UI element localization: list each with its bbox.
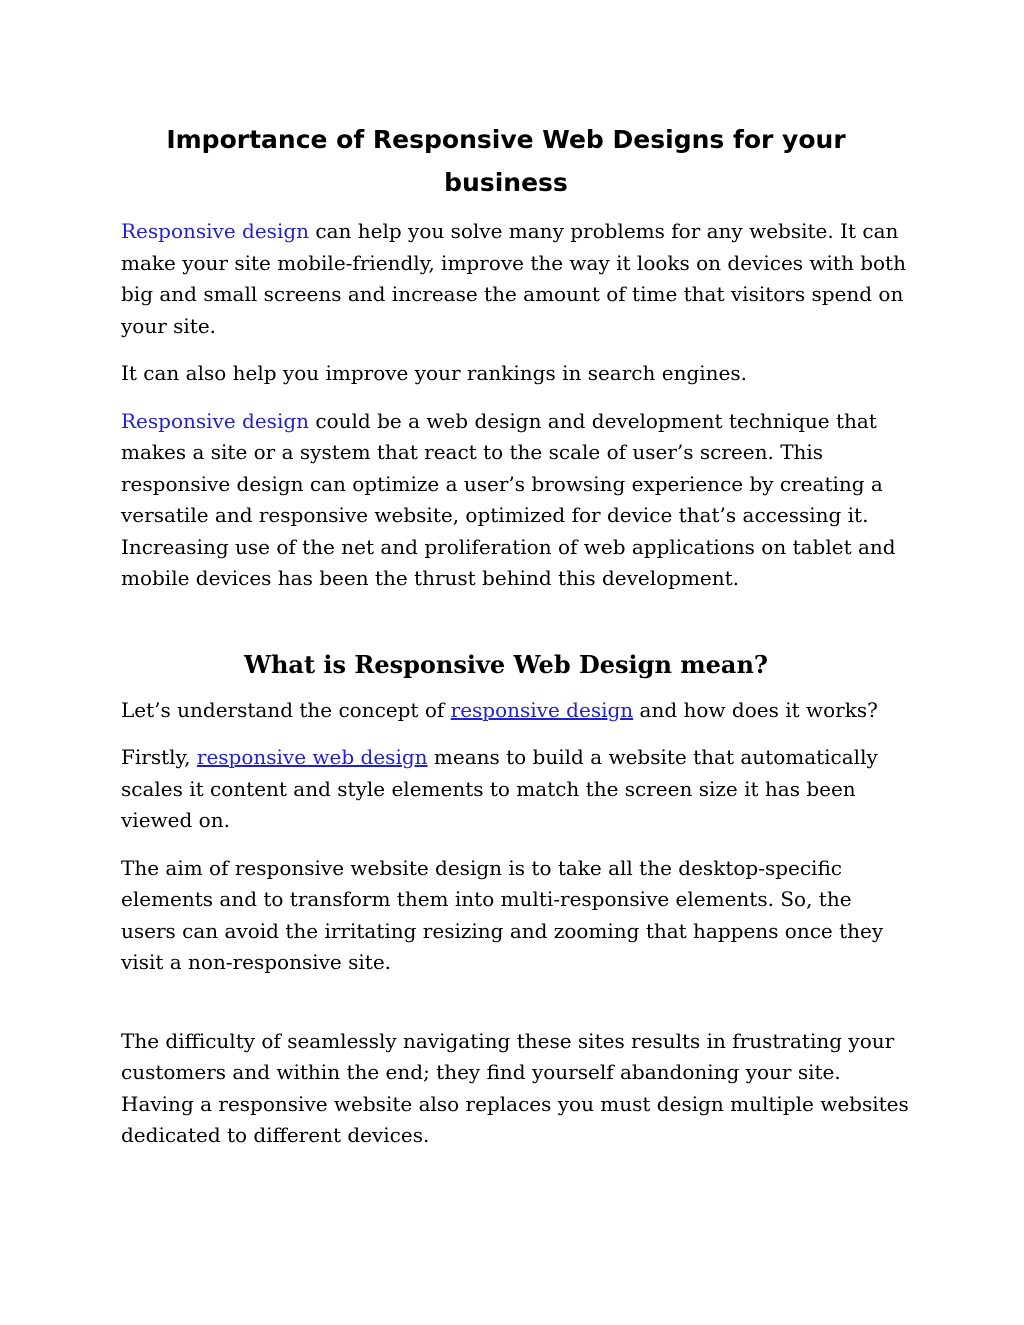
- paragraph-firstly-after: means to build a website that automatically scales it content and style elements to match the screen size it has been viewed on.: [121, 745, 878, 832]
- paragraph-aim: The aim of responsive website design is to take all the desktop-specific elements and to transform them into multi-responsive elements. So, the users can avoid the irritating resizing and zooming that happens once they visit a non-responsive site.: [121, 855, 884, 974]
- paragraph-intro: [121, 216, 911, 342]
- responsive-design-link[interactable]: Responsive design: [121, 219, 310, 243]
- section-heading: What is Responsive Web Design mean?: [244, 649, 768, 679]
- paragraph-concept: [121, 695, 911, 727]
- paragraph-intro-text: can help you solve many problems for any website. It can make your site mobile-friendly, improve the way it looks on devices with both big and small screens and increase the amount of time that visitors spend on your site.: [121, 219, 906, 338]
- responsive-web-design-link[interactable]: responsive web design: [196, 745, 428, 769]
- document-page: [121, 118, 911, 1168]
- responsive-design-link-2[interactable]: Responsive design: [121, 408, 310, 433]
- document-title: Importance of Responsive Web Designs for your business: [166, 125, 846, 197]
- paragraph-rankings: It can also help you improve your rankings in search engines.: [121, 361, 747, 385]
- paragraph-firstly-before: Firstly,: [121, 745, 197, 769]
- responsive-design-link-3[interactable]: responsive design: [450, 697, 634, 722]
- paragraph-definition-text: could be a web design and development technique that makes a site or a system that react to the scale of user’s screen. This responsive design can optimize a user’s browsing experience by creating a versatile and responsive website, optimized for device that’s accessing it. Increasing use of the net and proliferation of web applications on tablet and mobile devices has been the thrust behind this development.: [121, 408, 896, 590]
- paragraph-definition: [121, 406, 911, 595]
- paragraph-firstly: [121, 742, 911, 837]
- paragraph-concept-before: Let’s understand the concept of: [121, 697, 451, 722]
- paragraph-difficulty: The difficulty of seamlessly navigating these sites results in frustrating your customers and within the end; they find yourself abandoning your site. Having a responsive website also replaces you must design multiple websites dedicated to different devices.: [121, 1028, 909, 1147]
- paragraph-concept-after: and how does it works?: [633, 697, 878, 722]
